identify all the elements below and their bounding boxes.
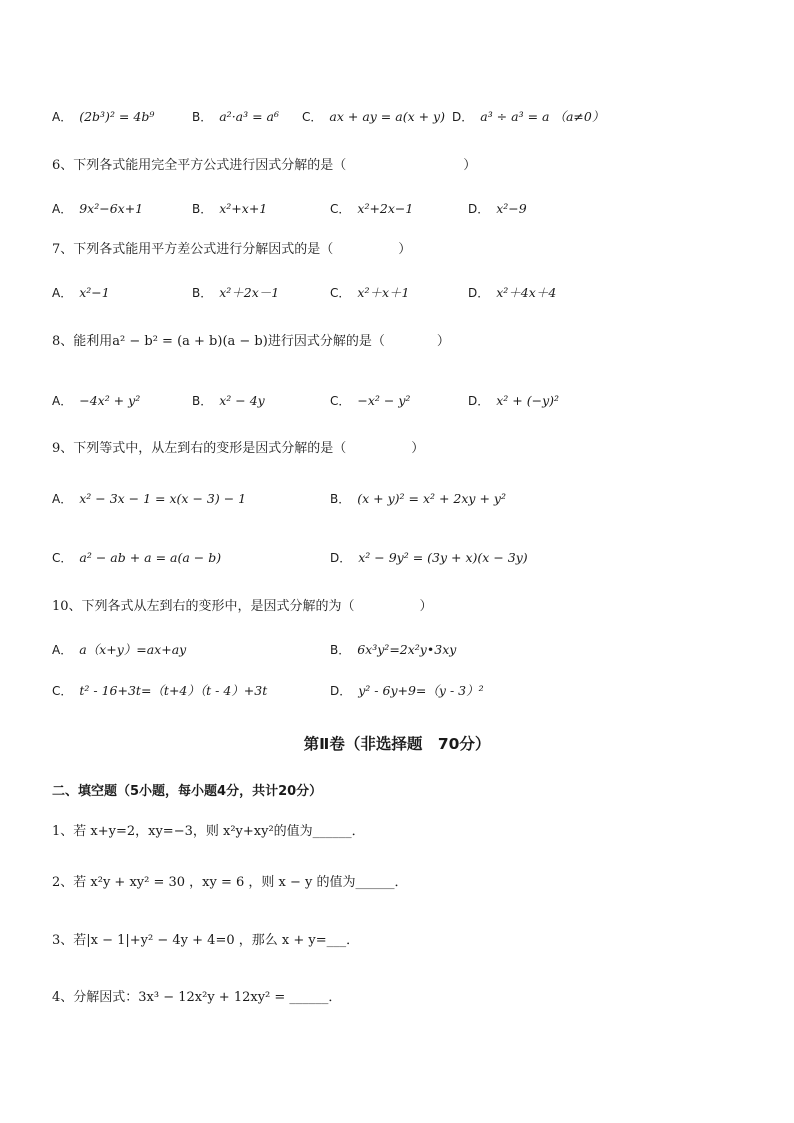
option-label: C．: [302, 110, 323, 124]
option-text: x² − 4y: [219, 393, 265, 408]
q6-option-b: [192, 200, 267, 218]
option-text: x²＋2x－1: [219, 285, 280, 300]
q10-stem: 10、下列各式从左到右的变形中，是因式分解的为（ ）: [52, 599, 433, 614]
option-label: C．: [330, 394, 351, 408]
q9-stem: 9、下列等式中，从左到右的变形是因式分解的是（ ）: [52, 441, 425, 456]
option-text: (x + y)² = x² + 2xy + y²: [357, 491, 506, 506]
option-text: x² + (−y)²: [496, 393, 560, 408]
option-text: a（x+y）=ax+ay: [79, 642, 187, 657]
q6-option-c: [330, 200, 413, 218]
q9-option-a: [52, 490, 246, 508]
q7-stem: 7、下列各式能用平方差公式进行分解因式的是（ ）: [52, 242, 412, 257]
q7-option-c: [330, 284, 409, 302]
option-label: A．: [52, 110, 73, 124]
option-label: B．: [330, 643, 351, 657]
option-label: D．: [468, 202, 490, 216]
option-label: B．: [330, 492, 351, 506]
q10-option-b: [330, 641, 456, 659]
q5-option-a: [52, 108, 154, 126]
q8-option-d: [468, 392, 559, 410]
q9-option-b: [330, 490, 506, 508]
option-label: C．: [52, 684, 73, 698]
q9-option-d: [330, 549, 528, 567]
part2-title: 第Ⅱ卷（非选择题 70分）: [303, 735, 491, 753]
q5-option-b: [192, 108, 279, 126]
option-label: C．: [52, 551, 73, 565]
option-label: A．: [52, 394, 73, 408]
option-text: −x² − y²: [357, 393, 411, 408]
option-label: C．: [330, 202, 351, 216]
fill-question-3: 3、若|x − 1|+y² − 4y + 4=0 ，那么 x + y=___．: [52, 933, 360, 948]
q6-stem: 6、下列各式能用完全平方公式进行因式分解的是（ ）: [52, 158, 477, 173]
q6-option-a: [52, 200, 143, 218]
q7-option-b: [192, 284, 279, 302]
option-label: D．: [452, 110, 474, 124]
option-text: a² − ab + a = a(a − b): [79, 550, 222, 565]
q8-stem: 8、能利用a² − b² = (a + b)(a − b)进行因式分解的是（ ）: [52, 334, 450, 349]
q8-option-c: [330, 392, 410, 410]
option-text: 6x³y²=2x²y•3xy: [357, 642, 457, 657]
option-text: x² − 3x − 1 = x(x − 3) − 1: [79, 491, 247, 506]
option-text: x²+x+1: [219, 201, 268, 216]
option-label: A．: [52, 492, 73, 506]
fill-question-2: 2、若 x²y + xy² = 30 ，xy = 6 ，则 x − y 的值为______．: [52, 875, 408, 890]
option-text: 9x²−6x+1: [79, 201, 144, 216]
fill-question-1: 1、若 x+y=2，xy=−3，则 x²y+xy²的值为______．: [52, 824, 365, 839]
q9-option-c: [52, 549, 221, 567]
option-label: D．: [330, 551, 352, 565]
fill-section-heading: 二、填空题（5小题，每小题4分，共计20分）: [52, 784, 323, 799]
option-label: B．: [192, 202, 213, 216]
option-text: x²−1: [79, 285, 110, 300]
q7-option-a: [52, 284, 110, 302]
option-label: A．: [52, 286, 73, 300]
option-label: D．: [330, 684, 352, 698]
q8-option-a: [52, 392, 140, 410]
option-text: x²＋4x＋4: [496, 285, 557, 300]
option-label: A．: [52, 643, 73, 657]
option-label: D．: [468, 286, 490, 300]
option-text: x²−9: [496, 201, 527, 216]
option-text: t² - 16+3t=（t+4）（t - 4）+3t: [79, 683, 268, 698]
q5-option-c: [302, 108, 445, 126]
option-label: B．: [192, 110, 213, 124]
option-label: C．: [330, 286, 351, 300]
fill-question-4: 4、分解因式：3x³ − 12x²y + 12xy² = ______．: [52, 990, 342, 1005]
option-label: B．: [192, 394, 213, 408]
q5-option-d: [452, 108, 604, 126]
option-text: x² − 9y² = (3y + x)(x − 3y): [358, 550, 528, 565]
option-label: D．: [468, 394, 490, 408]
q7-option-d: [468, 284, 556, 302]
option-text: ax + ay = a(x + y): [329, 109, 445, 124]
option-text: −4x² + y²: [79, 393, 141, 408]
option-text: a²·a³ = a⁶: [219, 109, 280, 124]
option-text: y² - 6y+9=（y - 3）²: [358, 683, 484, 698]
option-text: x²＋x＋1: [357, 285, 410, 300]
q10-option-d: [330, 682, 484, 700]
q8-option-b: [192, 392, 265, 410]
q6-option-d: [468, 200, 527, 218]
q10-option-a: [52, 641, 186, 659]
option-text: x²+2x−1: [357, 201, 414, 216]
option-text: (2b³)² = 4b⁹: [79, 109, 155, 124]
option-text: a³ ÷ a³ = a （a≠0）: [480, 109, 605, 124]
option-label: A．: [52, 202, 73, 216]
q10-option-c: [52, 682, 267, 700]
option-label: B．: [192, 286, 213, 300]
